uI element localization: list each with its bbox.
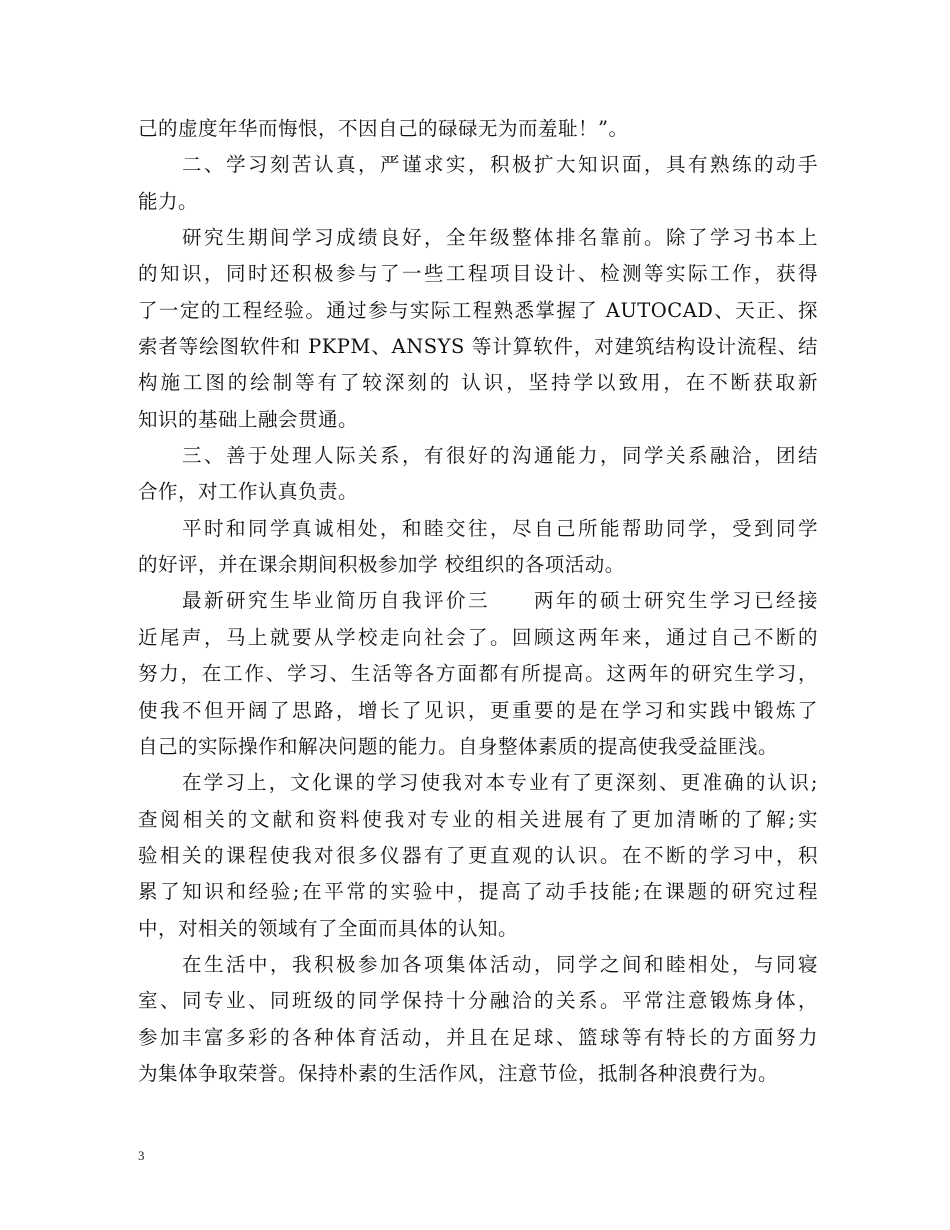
body-text [138, 111, 818, 1092]
text-line: 三、善于处理人际关系，有很好的沟通能力，同学关系融洽，团结 [182, 444, 818, 468]
text-line: 索者等绘图软件和 PKPM、ANSYS 等计算软件，对建筑结构设计流程、结 [138, 335, 818, 359]
text-line: 构施工图的绘制等有了较深刻的 认识，坚持学以致用，在不断获取新 [138, 371, 818, 395]
text-line: 近尾声，马上就要从学校走向社会了。回顾这两年来，通过自己不断的 [138, 625, 818, 649]
text-line: 努力，在工作、学习、生活等各方面都有所提高。这两年的研究生学习， [138, 662, 818, 686]
text-line: 的知识，同时还积极参与了一些工程项目设计、检测等实际工作，获得 [138, 262, 818, 286]
text-line: 使我不但开阔了思路，增长了见识，更重要的是在学习和实践中锻炼了 [138, 698, 818, 722]
text-line: 合作，对工作认真负责。 [138, 480, 359, 504]
text-line: 参加丰富多彩的各种体育活动，并且在足球、篮球等有特长的方面努力 [138, 1025, 818, 1049]
text-line: 室、同专业、同班级的同学保持十分融洽的关系。平常注意锻炼身体， [138, 989, 818, 1013]
text-line: 能力。 [138, 189, 199, 213]
text-line: 自己的实际操作和解决问题的能力。自身整体素质的提高使我受益匪浅。 [138, 734, 779, 758]
page-number: 3 [138, 1148, 145, 1163]
text-line: 查阅相关的文献和资料使我对专业的相关进展有了更加清晰的了解;实 [138, 807, 818, 831]
text-line: 中，对相关的领域有了全面而具体的认知。 [138, 916, 519, 940]
text-line: 知识的基础上融会贯通。 [138, 407, 359, 431]
text-line: 己的虚度年华而悔恨，不因自己的碌碌无为而羞耻！”。 [138, 117, 629, 140]
text-line: 为集体争取荣誉。保持朴素的生活作风，注意节俭，抵制各种浪费行为。 [138, 1061, 779, 1085]
text-line: 了一定的工程经验。通过参与实际工程熟悉掌握了 AUTOCAD、天正、探 [138, 298, 818, 322]
text-line: 最新研究生毕业简历自我评价三 两年的硕士研究生学习已经接 [182, 589, 818, 613]
text-line: 在生活中，我积极参加各项集体活动，同学之间和睦相处，与同寝 [182, 952, 818, 976]
text-line: 验相关的课程使我对很多仪器有了更直观的认识。在不断的学习中，积 [138, 843, 818, 867]
text-line: 研究生期间学习成绩良好，全年级整体排名靠前。除了学习书本上 [182, 226, 818, 250]
text-line: 的好评，并在课余期间积极参加学 校组织的各项活动。 [138, 553, 625, 577]
text-line: 在学习上，文化课的学习使我对本专业有了更深刻、更准确的认识; [182, 771, 818, 795]
text-line: 平时和同学真诚相处，和睦交往，尽自己所能帮助同学，受到同学 [182, 516, 818, 540]
text-line: 二、学习刻苦认真，严谨求实，积极扩大知识面，具有熟练的动手 [182, 153, 818, 177]
text-line: 累了知识和经验;在平常的实验中，提高了动手技能;在课题的研究过程 [138, 880, 818, 904]
